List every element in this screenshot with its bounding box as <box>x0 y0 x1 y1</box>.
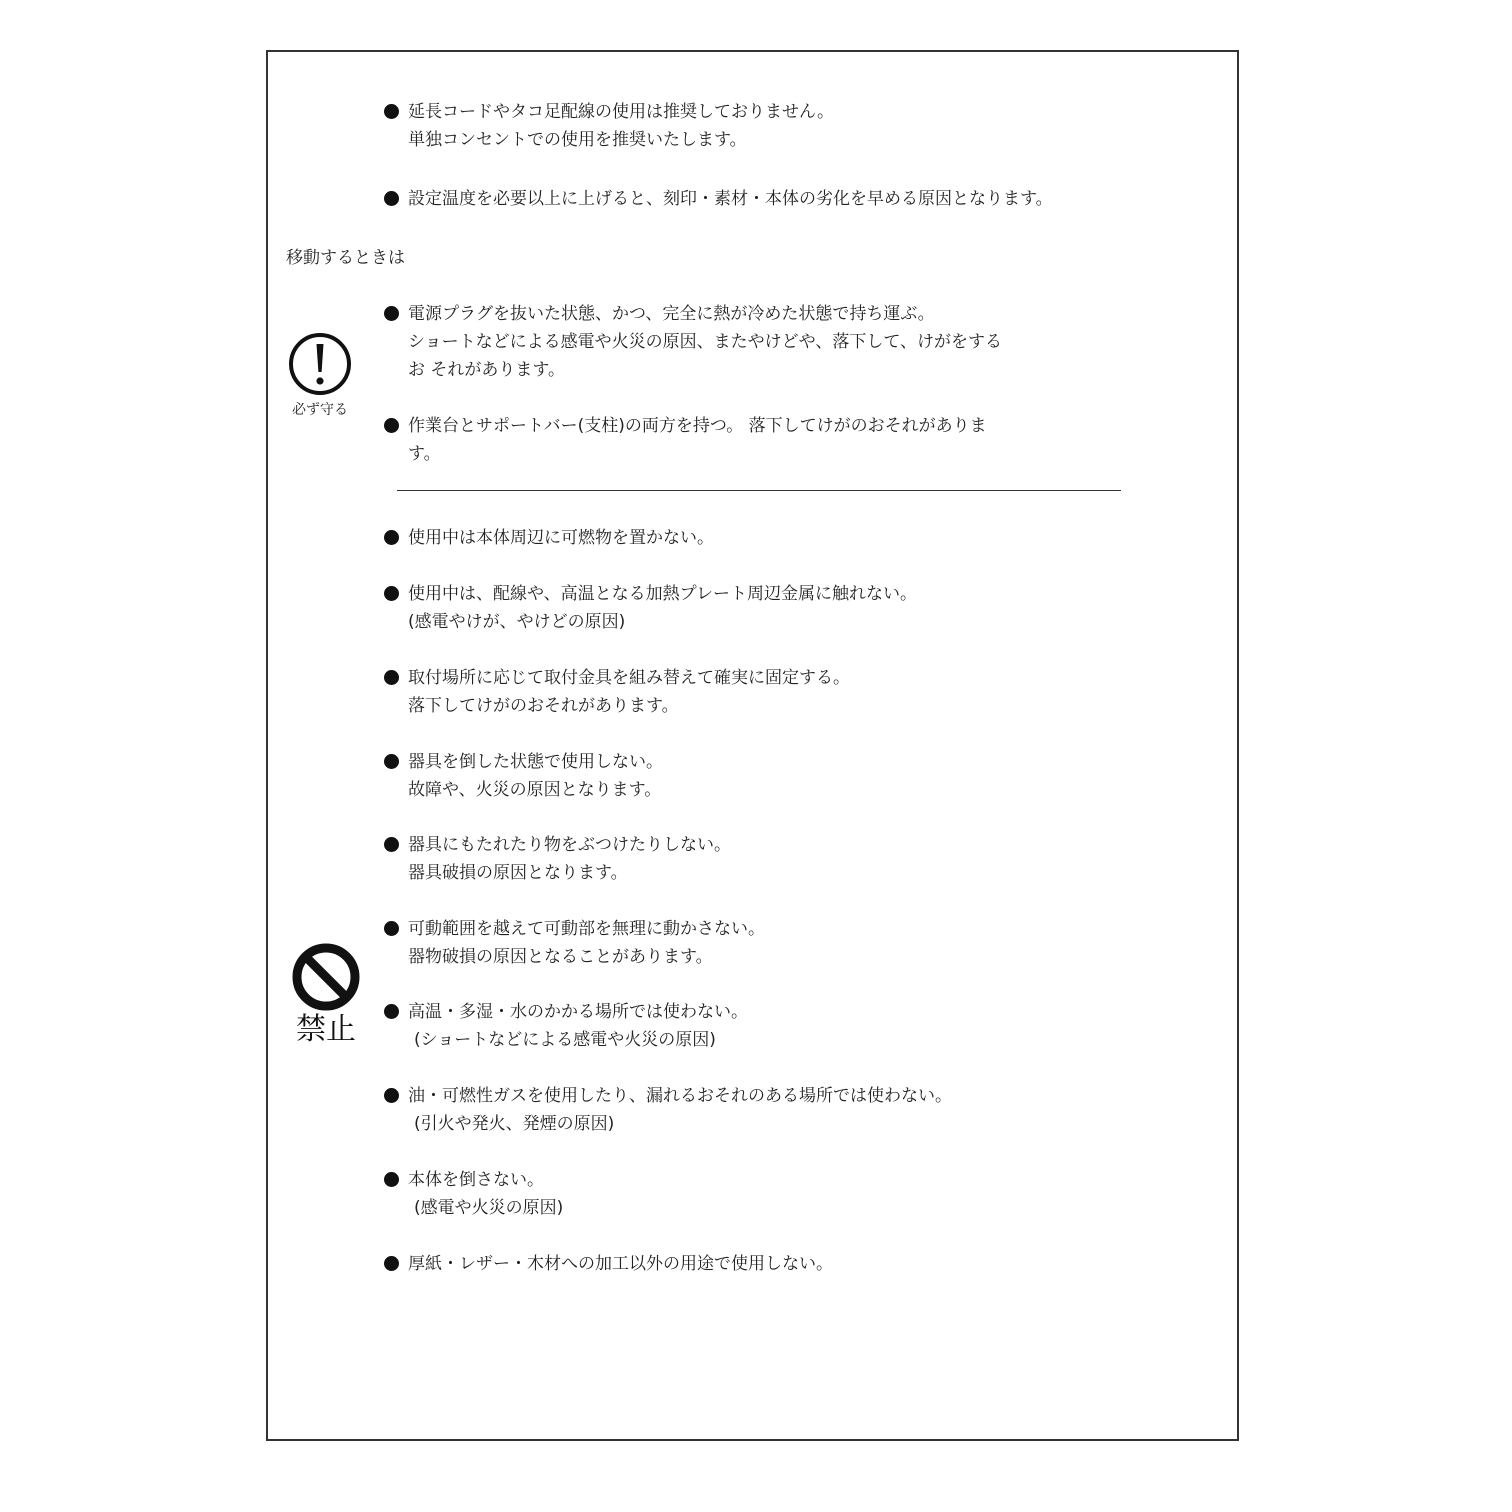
bullet-icon <box>384 418 399 433</box>
bullet-icon <box>384 1004 399 1019</box>
bullet-icon <box>384 837 399 852</box>
list-item <box>384 831 1164 887</box>
item-text: 油・可燃性ガスを使用したり、漏れるおそれのある場所では使わない。 <box>408 1086 952 1106</box>
item-text: 電源プラグを抜いた状態、かつ、完全に熱が冷めた状態で持ち運ぶ。 <box>408 304 935 324</box>
list-item <box>384 748 1164 804</box>
section-heading: 移動するときは <box>286 248 405 268</box>
list-item <box>384 664 1164 720</box>
prohibited-mark <box>290 942 362 1048</box>
list-item <box>384 412 1164 468</box>
item-text: (感電や火災の原因) <box>414 1198 564 1218</box>
bullet-icon <box>384 754 399 769</box>
list-item <box>384 524 1164 552</box>
list-item <box>384 1082 1164 1138</box>
must-follow-label: 必ず守る <box>292 402 348 418</box>
item-text: (引火や発火、発煙の原因) <box>414 1114 615 1134</box>
item-text: 作業台とサポートバー(支柱)の両方を持つ。 落下してけがのおそれがありま <box>408 416 987 436</box>
item-text: 単独コンセントでの使用を推奨いたします。 <box>408 130 747 150</box>
item-text: 設定温度を必要以上に上げると、刻印・素材・本体の劣化を早める原因となります。 <box>408 189 1053 209</box>
item-text: 使用中は、配線や、高温となる加熱プレート周辺金属に触れない。 <box>408 584 917 604</box>
bullet-icon <box>384 1172 399 1187</box>
item-text: 使用中は本体周辺に可燃物を置かない。 <box>408 528 714 548</box>
bullet-icon <box>384 1256 399 1271</box>
bullet-icon <box>384 670 399 685</box>
list-item <box>384 580 1164 636</box>
section-divider <box>397 490 1121 491</box>
item-text: 取付場所に応じて取付金具を組み替えて確実に固定する。 <box>408 668 850 688</box>
bullet-icon <box>384 104 399 119</box>
item-text: 器具を倒した状態で使用しない。 <box>408 752 663 772</box>
item-text: お それがあります。 <box>408 360 566 380</box>
item-text: (ショートなどによる感電や火災の原因) <box>414 1030 716 1050</box>
bullet-icon <box>384 921 399 936</box>
list-item <box>384 300 1164 384</box>
prohibited-icon <box>291 942 361 1012</box>
bullet-icon <box>384 586 399 601</box>
bullet-icon <box>384 1088 399 1103</box>
item-text: 本体を倒さない。 <box>408 1170 544 1190</box>
item-text: 器物破損の原因となることがあります。 <box>408 947 713 967</box>
bullet-icon <box>384 191 399 206</box>
list-item <box>384 998 1164 1054</box>
exclamation-circle-icon <box>288 332 352 396</box>
document-page <box>266 50 1239 1441</box>
bullet-icon <box>384 306 399 321</box>
item-text: 可動範囲を越えて可動部を無理に動かさない。 <box>408 919 765 939</box>
item-text: 高温・多湿・水のかかる場所では使わない。 <box>408 1002 748 1022</box>
item-text: 延長コードやタコ足配線の使用は推奨しておりません。 <box>408 102 835 122</box>
item-text: 器具にもたれたり物をぶつけたりしない。 <box>408 835 731 855</box>
item-text: 落下してけがのおそれがあります。 <box>408 696 679 716</box>
item-text: 厚紙・レザー・木材への加工以外の用途で使用しない。 <box>408 1254 833 1274</box>
list-item <box>384 185 1164 213</box>
list-item <box>384 1250 1164 1278</box>
prohibited-label: 禁止 <box>296 1012 356 1047</box>
item-text: 器具破損の原因となります。 <box>408 863 628 883</box>
item-text: す。 <box>408 444 441 464</box>
item-text: (感電やけが、やけどの原因) <box>408 612 626 632</box>
must-follow-mark <box>286 332 354 420</box>
list-item <box>384 98 1164 154</box>
bullet-icon <box>384 530 399 545</box>
list-item <box>384 1166 1164 1222</box>
item-text: 故障や、火災の原因となります。 <box>408 780 662 800</box>
list-item <box>384 915 1164 971</box>
item-text: ショートなどによる感電や火災の原因、またやけどや、落下して、けがをする <box>408 332 1002 352</box>
